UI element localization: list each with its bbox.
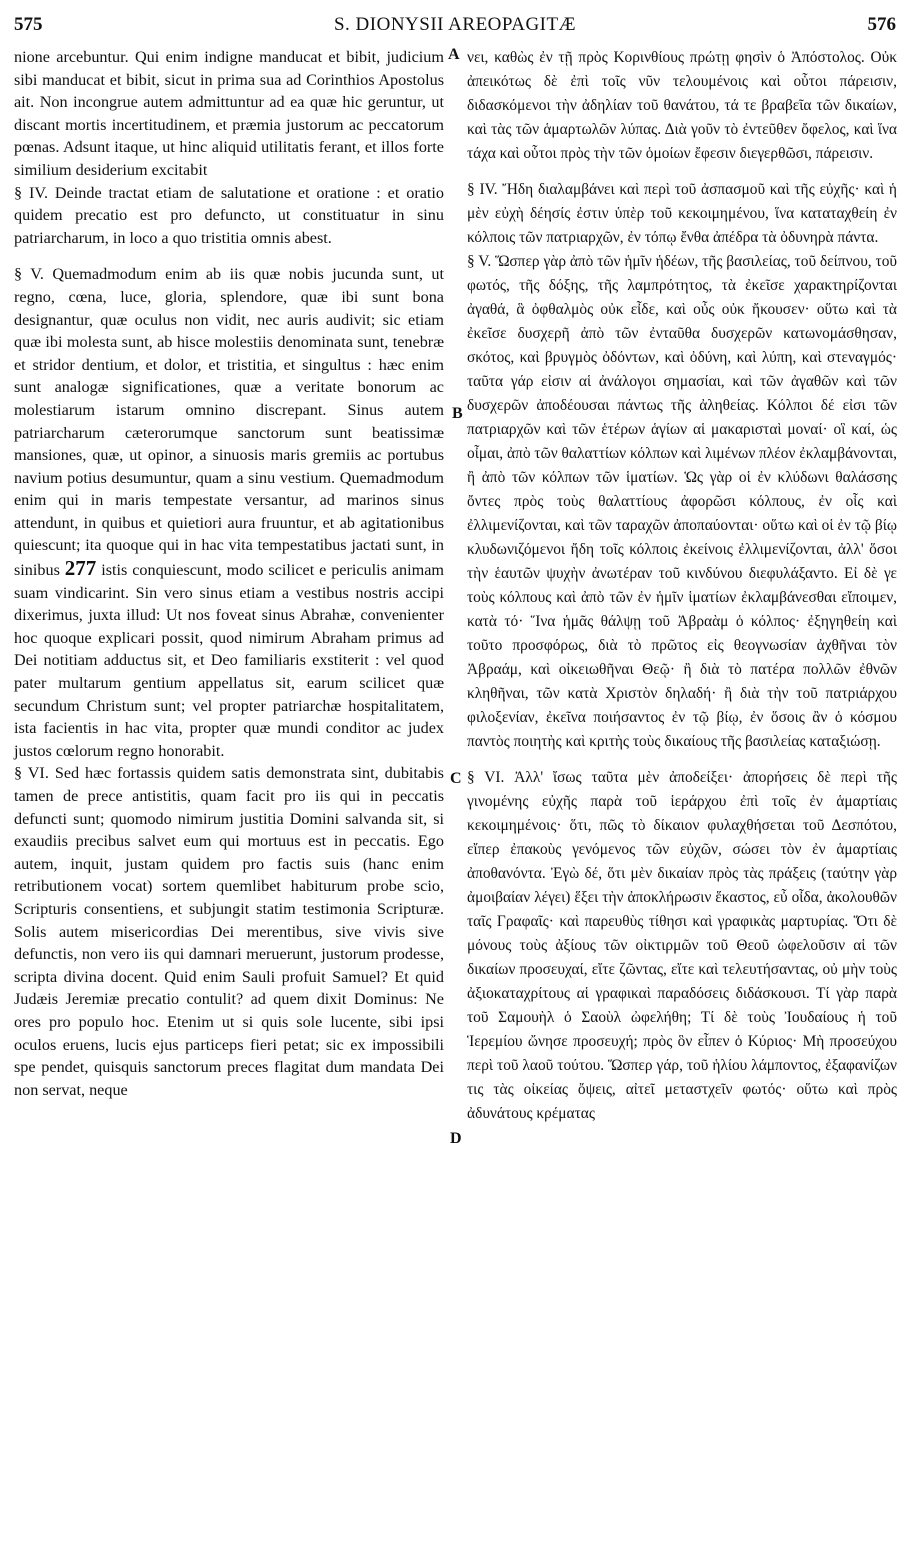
margin-letter-c: C (450, 770, 462, 787)
page-number-left: 575 (14, 14, 43, 35)
page-header (14, 14, 896, 44)
greek-paragraph-1: νει, καθὼς ἐν τῇ πρὸς Κορινθίους πρώτῃ φησὶν ὁ Ἀπόστολος. Οὐκ ἀπεικότως δὲ ἐπὶ τοῖς νῦν τελουμένοις καὶ οὗτοι πάρεισιν, διδασκόμενοι τὴν ἀδηλίαν τοῦ θανάτου, τά τε βραβεῖα τῶν δικαίων, καὶ τὰς τῶν ἁμαρτωλῶν λύπας. Διὰ γοῦν τὸ ἐντεῦθεν ὄφελος, καὶ ἵνα τάχα καὶ οὗτοι πρὸς τὴν τῶν ὁμοίων ἔφεσιν διεγερθῶσι, πάρεισιν. (467, 49, 897, 162)
latin-paragraph-1: nione arcebuntur. Qui enim indigne manducat et bibit, judicium sibi manducat et bibit, sicut in prima sua ad Corinthios Apostolus ait. Non incongrue autem admittuntur ad ea quæ hic geruntur, ut discant mortis incertitudinem, et præmia justorum ac peccatorum pœnas. Adsunt itaque, ut hinc aliquid utilitatis ferant, et illos forte similium desiderium excitabit (14, 48, 444, 179)
column-number-marker: 277 (64, 556, 97, 581)
greek-paragraph-3: § V. Ὥσπερ γὰρ ἀπὸ τῶν ἡμῖν ἡδέων, τῆς βασιλείας, τοῦ δείπνου, τοῦ φωτός, τῆς δόξης, τῆς λαμπρότητος, τὰ ἐκεῖσε χαρακτηρίζονται ἀγαθά, ἃ ὀφθαλμὸς οὐκ εἶδε, καὶ οὖς οὐκ ἤκουσεν· οὕτω καὶ τὰ ἐκεῖσε δυσχερῆ ἀπὸ τῶν ἐνταῦθα δυσχερῶν κατωνομάσθησαν, σκότος, καὶ βρυγμὸς ὀδόντων, καὶ ὀδύνη, καὶ λύπη, καὶ στεναγμός· ταῦτα γάρ εἰσιν αἱ ἀνάλογοι σημασίαι, καὶ τῶν ἀγαθῶν καὶ τῶν δυσχερῶν ἀποδέουσαι πάντως τῆς ἀληθείας. Κόλποι δέ εἰσι τῶν πατριαρχῶν καὶ τῶν ἑτέρων ἁγίων αἱ μακαρισταὶ μοναί· οἳ καί, ὡς οἶμαι, ἀπὸ τῶν θαλαττίων κόλπων καὶ λιμένων πλέον ἐκλαμβάνονται, ἢ ἀπὸ τῶν κόλπων τῶν ἱματίων. Ὡς γὰρ οἱ ἐν κλύδωνι θαλάσσης ὄντες πρὸς τοὺς θαλαττίους ἀφορῶσι κόλπους, ἐν οἷς καὶ ἐλλιμενίζονται, καὶ τῶν ταραχῶν ἀποπαύονται· οὕτω καὶ οἱ ἐν τῷ βίῳ κλυδωνιζόμενοι ἤδη τοῖς κόλποις ἐκείνοις ἐλλιμενίζονται, ἀλλ' ὅσοι τὴν ἑαυτῶν ψυχὴν ἀνωτέραν τοῦ κινδύνου διεφυλάξαντο. Εἰ δὲ γε τοὺς κόλπους καὶ ἀπὸ τῶν ἐν ἡμῖν ἱματίων ἐκλαμβάνεσθαι εἴποιμεν, κατὰ τό· Ἵνα ἡμᾶς θάλψῃ τοῦ Ἀβραὰμ ὁ κόλπος· ἐξηγηθείη καὶ τοῦτο προσφόρως, διὰ τὸ πρῶτος εἰς θεογνωσίαν ἀχθῆναι τὸν Ἀβραάμ, καὶ οἰκειωθῆναι Θεῷ· ἢ διὰ τὸ πατέρα πολλῶν ἐθνῶν κληθῆναι, τῶν κατὰ Χριστὸν δηλαδή· ἢ διὰ τὴν τοῦ πατριάρχου φιλοξενίαν, ἐκεῖνα ποιήσαντος ἐν τῷ βίῳ, ἐν ὅσοις ἂν ὁ κόσμου παντὸς ποιητὴς καὶ κριτὴς τοὺς δικαίους τῆς βασιλείας καταξιώσῃ. (467, 253, 898, 750)
page-number-right: 576 (867, 14, 896, 35)
latin-column (14, 46, 444, 1101)
greek-paragraph-4: § VI. Ἀλλ' ἴσως ταῦτα μὲν ἀποδείξει· ἀπορήσεις δὲ περὶ τῆς γινομένης εὐχῆς παρὰ τοῦ ἱεράρχου ἐπὶ τοῖς ἐν ἁμαρτίαις κεκοιμημένοις· ὅτι, πῶς τὸ δίκαιον φυλαχθήσεται τοῦ Δεσπότου, εἴπερ ἐπακοὺς γενόμενος τῶν εὐχῶν, σώσει τὸν ἐν ἁμαρτίαις ἀποθανόντα. Ἐγὼ δέ, ὅτι μὲν δικαίαν πρὸς τὰς πράξεις (ταύτην γὰρ ἀμοιβαίαν λέγει) ἕξει τὴν ἀποκλήρωσιν ἕκαστος, εὖ οἶδα, ἀκολουθῶν ταῖς Γραφαῖς· καὶ παρευθὺς τίθησι καὶ γραφικὰς μαρτυρίας. Ὅτι δὲ μόνους τοὺς ἀξίους τῶν οἰκτιρμῶν τοῦ Θεοῦ ὠφελοῦσιν αἱ τῶν δικαίων προσευχαί, εἴτε ζῶντας, εἴτε καὶ τελευτήσαντας, οὐ μὴν τοὺς ἀξιοκαταχρίτους αἱ γραφικαὶ παραδόσεις διδάσκουσι. Τί γὰρ παρὰ τοῦ Σαμουὴλ ὁ Σαοὺλ ὠφελήθη; Τί δὲ τοὺς Ἰουδαίους ἡ τοῦ Ἱερεμίου ὤνησε προσευχή; πρὸς ὃν εἶπεν ὁ Κύριος· Μὴ προσεύχου περὶ τοῦ λαοῦ τούτου. Ὥσπερ γάρ, τοῦ ἡλίου λάμποντος, ἐξαφανίζων τις τὰς οἰκείας ὄψεις, αἰτεῖ μεταστχεῖν φωτός· οὕτω καὶ πρὸς ἀδυνάτους κρέματας (467, 769, 897, 1122)
latin-paragraph-3: § V. Quemadmodum enim ab iis quæ nobis jucunda sunt, ut regno, cœna, luce, gloria, splendore, quæ ibi sunt bona designantur, quæ oculus non vidit, nec auris audivit; sic etiam quæ ibi molesta sunt, ab hisce molestiis denominata sunt, tenebræ et stridor dentium, et dolor, et tristitia, et singultus : hæc enim sunt analogæ significationes, quæ a veritate bonorum ac molestiarum istarum omnino discrepant. Sinus autem patriarcharum cæterorumque sanctorum sunt beatissimæ mansiones, quæ, ut opinor, a sinuosis maris gremiis ac portubus navium potius desumuntur, quam a sinu vestium. Quemadmodum enim qui in maris tempestate versantur, ad marinos sinus attendunt, in quibus et quietiori aura fruuntur, et ab agitationibus quiescunt; ita quoque qui in hac vita tempestatibus jactati sunt, in sinibus 277 istis conquiescunt, modo scilicet e periculis animam suam vindicarint. Sin vero sinus etiam a vestibus nostris accipi dixerimus, juxta illud: Ut nos foveat sinus Abrahæ, convenienter hoc quoque explicari possit, quod nimirum Abraham primus ad Dei notitiam adductus sit, et Deo familiaris exstiterit : vel quod pater multarum gentium appellatus sit, earum scilicet quæ secundum Christum sunt; vel propter patriarchæ hospitalitatem, ista facientis in hac vita, propter quæ mundi conditor ac judex justos cœlorum regno honorabit. (14, 265, 444, 760)
running-title: S. DIONYSII AREOPAGITÆ (333, 14, 576, 35)
greek-column (467, 46, 897, 1126)
latin-paragraph-2: § IV. Deinde tractat etiam de salutatione et oratione : et oratio quidem precatio est pro defuncto, ut constituatur in sinu patriarcharum, in loco a quo tristitia omnis abest. (14, 183, 444, 247)
margin-letter-b: B (452, 405, 463, 422)
margin-letter-d: D (450, 1130, 462, 1147)
margin-letter-a: A (448, 46, 460, 63)
greek-paragraph-2: § IV. Ἤδη διαλαμβάνει καὶ περὶ τοῦ ἀσπασμοῦ καὶ τῆς εὐχῆς· καὶ ἡ μὲν εὐχὴ δέησίς ἐστιν ὑπὲρ τοῦ κεκοιμημένου, ἵνα καταταχθείη ἐν κόλποις τῶν πατριαρχῶν, ἐν τόπῳ ἔνθα ἀπέδρα τὰ ὀδυνηρὰ πάντα. (467, 181, 897, 246)
latin-paragraph-4: § VI. Sed hæc fortassis quidem satis demonstrata sint, dubitabis tamen de prece antistitis, quam facit pro iis qui in peccatis defuncti sunt; quomodo nimirum justitia Domini salvanda sit, si exaudiis precibus salvet eum qui mortuus est in peccatis. Ego autem, inquit, justam quidem pro factis suis (hanc enim retributionem vocat) sortem quemlibet habiturum probe scio, Scripturis consentiens, et subjungit statim testimonia Scripturæ. Solis autem misericordias Dei merentibus, sive vivis sive defunctis, non vero iis qui damnari meruerunt, justorum prodesse, scripta divina docent. Quid enim Sauli profuit Samuel? Et quid Judæis Jeremiæ precatio contulit? ad quem dixit Dominus: Ne ores pro populo hoc. Etenim ut si quis sole lucente, sibi ipsi oculos eruens, lucis ejus particeps fieri petat; sic ex impossibili spe pendet, quisquis sanctorum preces flagitat dum mandata Dei non servat, neque (14, 764, 444, 1099)
